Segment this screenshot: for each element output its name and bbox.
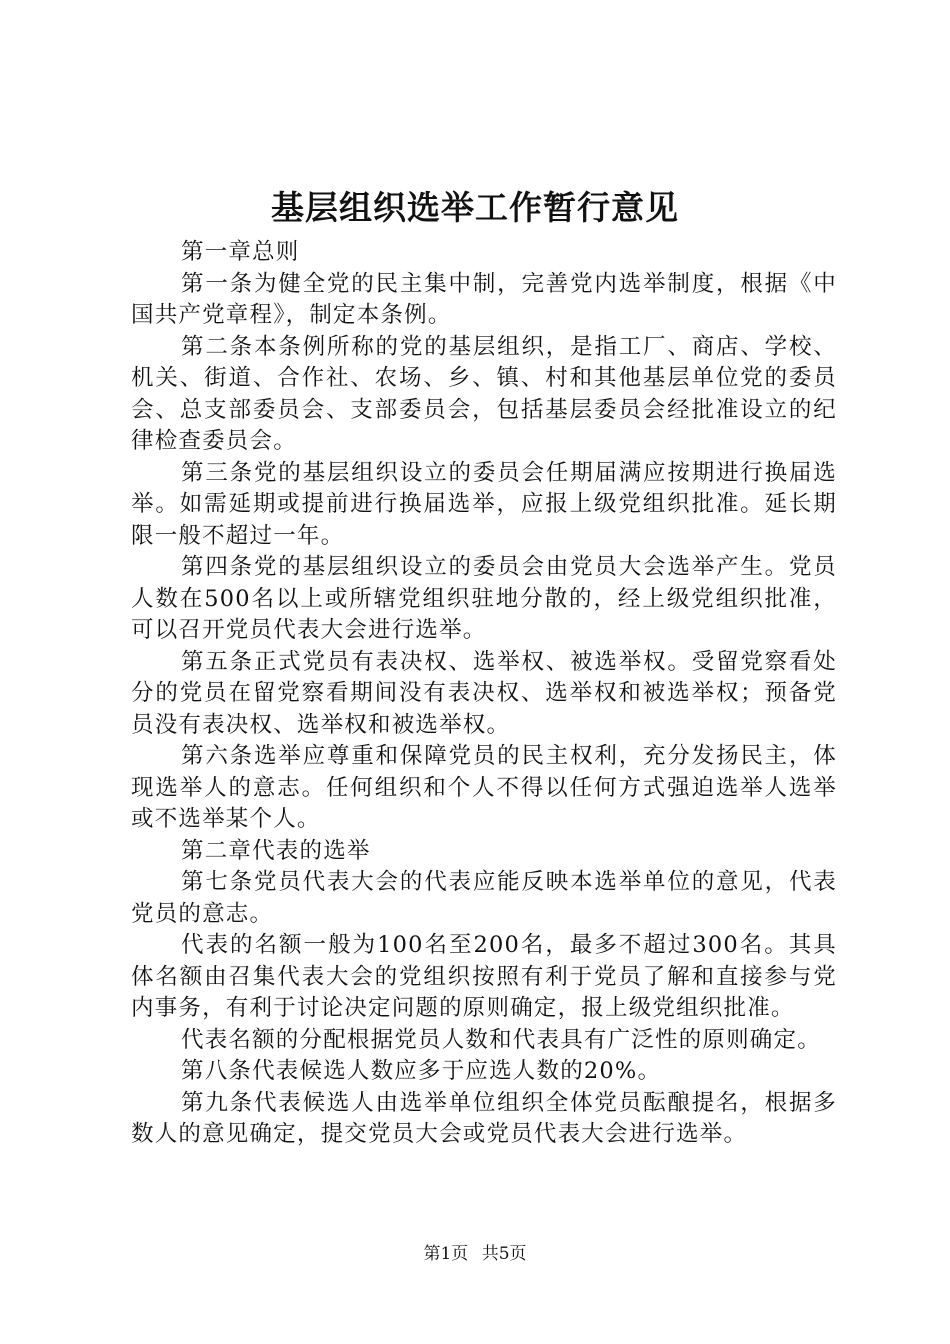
paragraph: 第六条选举应尊重和保障党员的民主权利，充分发扬民主，体现选举人的意志。任何组织和个人不得以任何方式强迫选举人选举或不选举某个人。 xyxy=(131,743,837,832)
paragraph: 第三条党的基层组织设立的委员会任期届满应按期进行换届选举。如需延期或提前进行换届选举，应报上级党组织批准。延长期限一般不超过一年。 xyxy=(131,459,837,549)
paragraph: 第一条为健全党的民主集中制，完善党内选举制度，根据《中国共产党章程》，制定本条例。 xyxy=(131,270,837,328)
paragraph: 第五条正式党员有表决权、选举权、被选举权。受留党察看处分的党员在留党察看期间没有表决权、选举权和被选举权；预备党员没有表决权、选举权和被选举权。 xyxy=(131,648,837,738)
page-total: 共5页 xyxy=(481,1244,527,1264)
document-title: 基层组织选举工作暂行意见 xyxy=(271,188,679,227)
paragraph: 代表的名额一般为100名至200名，最多不超过300名。其具体名额由召集代表大会的党组织按照有利于党员了解和直接参与党内事务，有利于讨论决定问题的原则确定，报上级党组织批准。 xyxy=(131,932,837,1021)
paragraph: 第七条党员代表大会的代表应能反映本选举单位的意见，代表党员的意志。 xyxy=(131,869,837,927)
page-number: 第1页 xyxy=(423,1244,469,1264)
paragraph: 代表名额的分配根据党员人数和代表具有广泛性的原则确定。 xyxy=(181,1026,821,1053)
document-body xyxy=(131,237,837,1151)
page-footer xyxy=(0,1242,950,1266)
paragraph: 第九条代表候选人由选举单位组织全体党员酝酿提名，根据多数人的意见确定，提交党员大会或党员代表大会进行选举。 xyxy=(131,1089,837,1147)
chapter-heading: 第二章代表的选举 xyxy=(181,837,371,864)
paragraph: 第八条代表候选人数应多于应选人数的20%。 xyxy=(181,1058,662,1084)
paragraph: 第四条党的基层组织设立的委员会由党员大会选举产生。党员人数在500名以上或所辖党组织驻地分散的，经上级党组织批准，可以召开党员代表大会进行选举。 xyxy=(131,554,837,643)
paragraph: 第二条本条例所称的党的基层组织，是指工厂、商店、学校、机关、街道、合作社、农场、乡、镇、村和其他基层单位党的委员会、总支部委员会、支部委员会，包括基层委员会经批准设立的纪律检查委员会。 xyxy=(131,333,837,454)
chapter-heading: 第一章总则 xyxy=(181,239,300,265)
